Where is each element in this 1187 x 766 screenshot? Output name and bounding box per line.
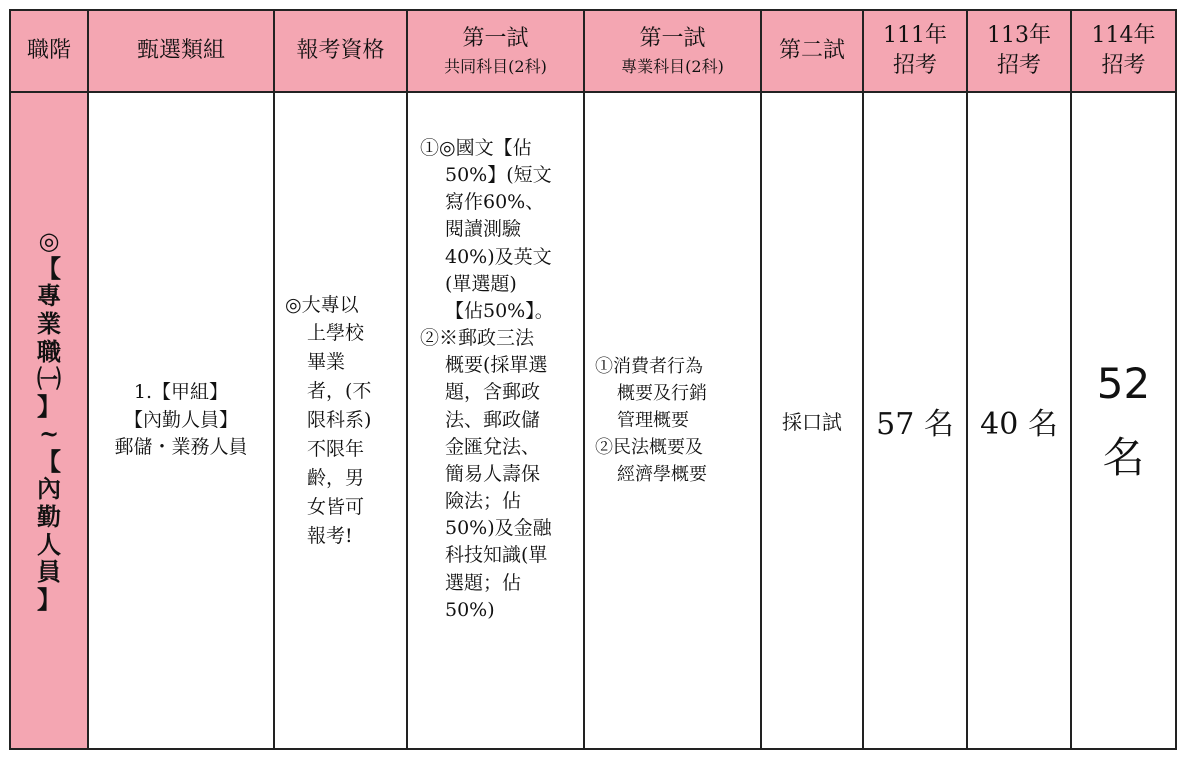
header-year-113: 113年 招考 xyxy=(967,10,1071,92)
header-rank: 職階 xyxy=(10,10,88,92)
professional-subjects-cell: ①消費者行為 概要及行銷 管理概要 ②民法概要及 經濟學概要 xyxy=(584,92,761,749)
common-subjects-cell: ①◎國文【佔 50%】(短文 寫作60%、 閱讀測驗 40%)及英文 (單選題) 【佔50%】。 ②※郵政三法 概要(採單選 題，含郵政 法、郵政儲 金匯兌法、 簡易人壽保 險法；佔 50%)及金融 科技知識(單 選題；佔 50%) xyxy=(407,92,584,749)
header-test2: 第二試 xyxy=(761,10,863,92)
quota-114-cell: 52 名 xyxy=(1071,92,1176,749)
quota-113-cell: 40 名 xyxy=(967,92,1071,749)
header-test1-professional: 第一試 專業科目(2科) xyxy=(584,10,761,92)
header-qualification: 報考資格 xyxy=(274,10,407,92)
rank-vertical-text: ◎ 【 專 業 職 ㈠ 】 ~ 【 內 勤 人 員 】 xyxy=(37,226,61,614)
header-row xyxy=(10,10,1176,92)
recruitment-table xyxy=(9,9,1177,750)
qualification-cell: ◎大專以 上學校 畢業 者，(不 限科系) 不限年 齡，男 女皆可 報考! xyxy=(274,92,407,749)
second-test-cell: 採口試 xyxy=(761,92,863,749)
table-row xyxy=(10,92,1176,749)
header-year-111: 111年 招考 xyxy=(863,10,967,92)
header-group: 甄選類組 xyxy=(88,10,274,92)
header-year-114: 114年 招考 xyxy=(1071,10,1176,92)
group-cell: 1.【甲組】 【內勤人員】 郵儲・業務人員 xyxy=(88,92,274,749)
quota-111-cell: 57 名 xyxy=(863,92,967,749)
rank-cell xyxy=(10,92,88,749)
header-test1-common: 第一試 共同科目(2科) xyxy=(407,10,584,92)
